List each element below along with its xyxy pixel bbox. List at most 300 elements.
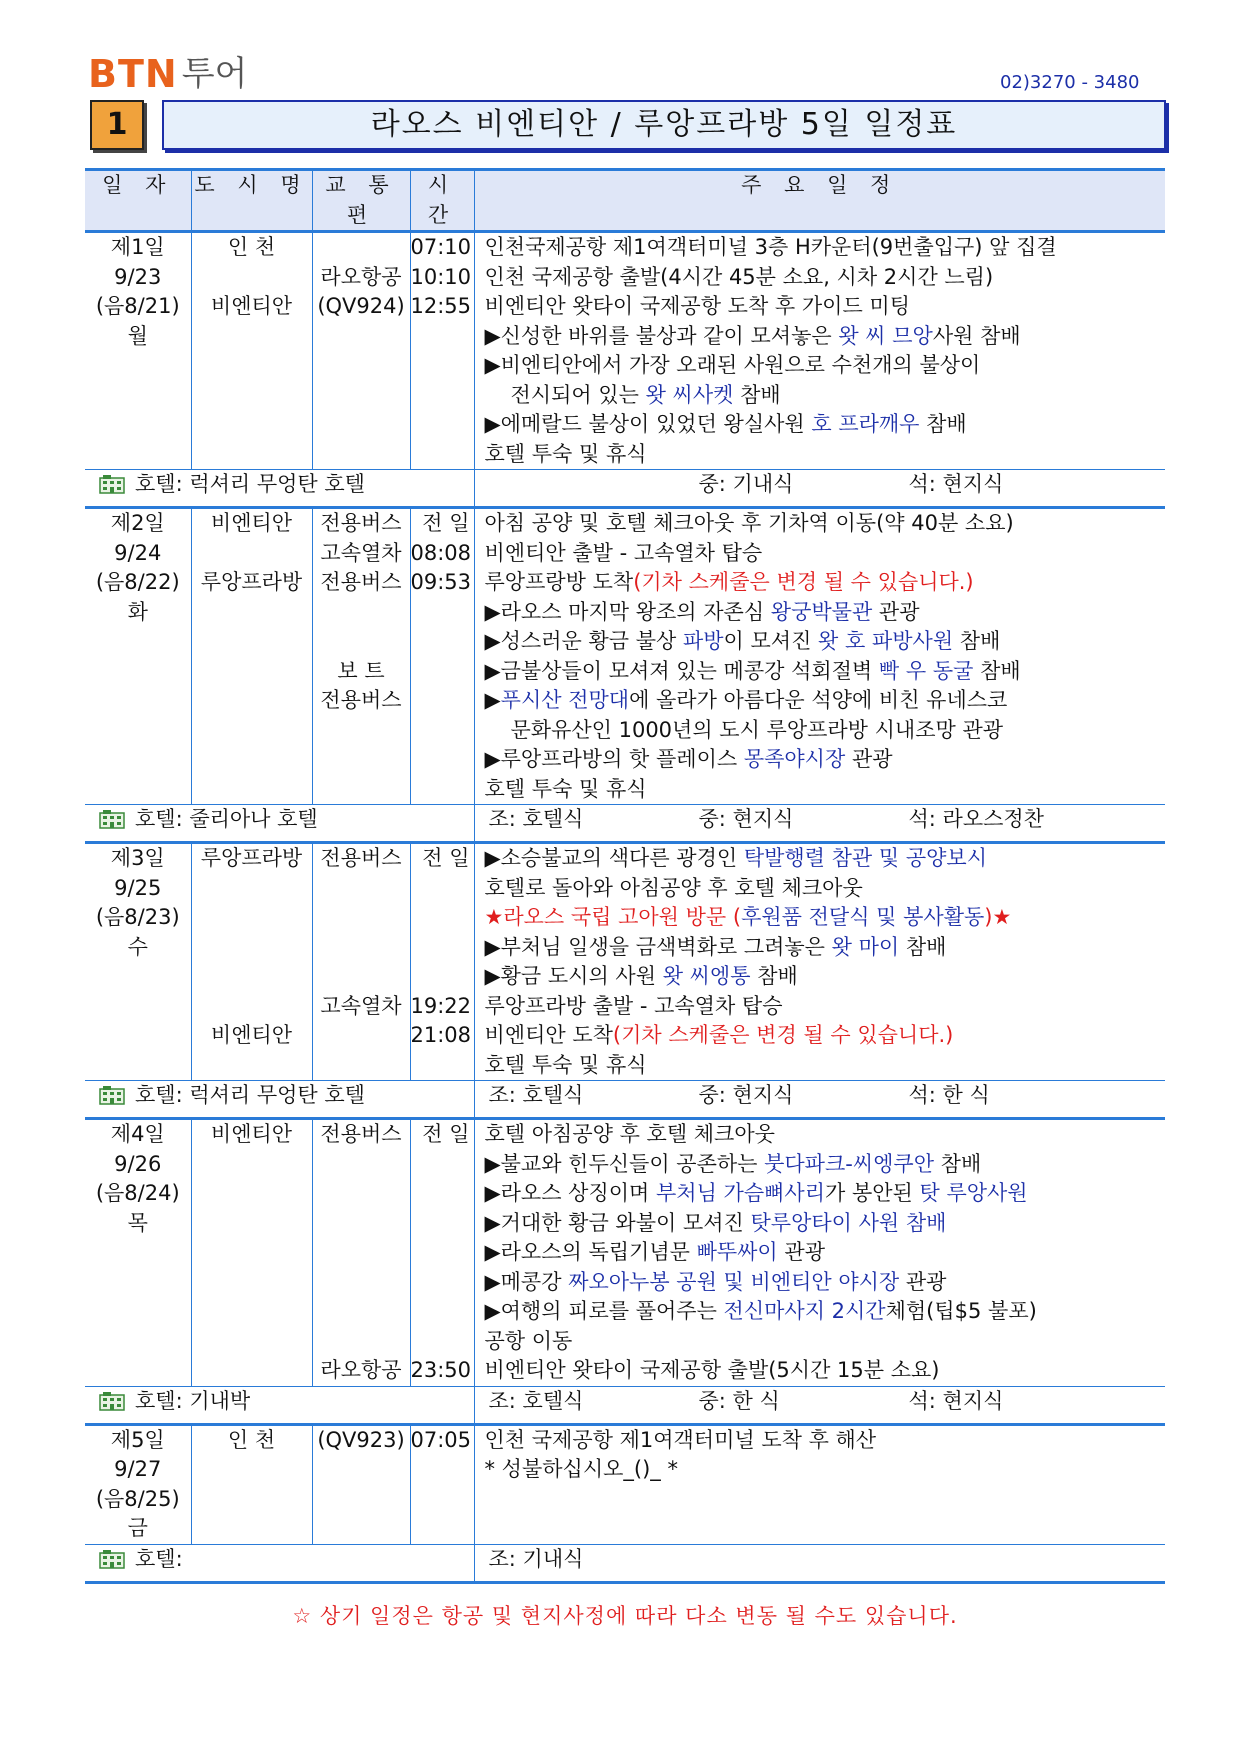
meal-dinner: 석: 한 식	[908, 1083, 990, 1107]
transport-line	[313, 351, 410, 381]
highlight-place: 파방	[682, 629, 724, 653]
transport-line: 전용버스	[320, 570, 402, 594]
brand-logo	[88, 54, 247, 94]
city-line	[192, 933, 312, 963]
city-cell	[191, 1119, 312, 1387]
day-date-line: 제1일	[110, 235, 165, 259]
schedule-text: 공항 이동	[484, 1328, 573, 1353]
time-line	[411, 1297, 470, 1327]
time-line	[411, 598, 470, 628]
page-number-badge: 1	[90, 100, 144, 150]
transport-line	[313, 1179, 410, 1209]
schedule-cell	[474, 508, 1165, 805]
meal-lunch: 중: 현지식	[698, 807, 794, 831]
city-line	[192, 381, 312, 411]
time-line	[411, 410, 470, 440]
schedule-text: 사원 참배	[932, 323, 1021, 348]
schedule-line	[485, 775, 1166, 805]
hotel-building-icon	[99, 1085, 125, 1105]
col-header-city: 도 시 명	[191, 170, 312, 232]
schedule-line	[485, 351, 1166, 381]
schedule-line	[485, 1268, 1166, 1298]
hotel-name: 호텔: 럭셔리 무엉탄 호텔	[135, 472, 365, 496]
city-line	[192, 992, 312, 1022]
schedule-text: ▶라오스의 독립기념문	[484, 1240, 697, 1264]
transport-line: 고속열차	[320, 540, 402, 565]
schedule-line	[485, 1455, 1166, 1485]
schedule-line	[485, 1120, 1166, 1150]
transport-line	[313, 410, 410, 440]
schedule-line	[485, 410, 1166, 440]
transport-line	[313, 1514, 410, 1544]
schedule-text: ▶에메랄드 불상이 있었던 왕실사원	[484, 412, 812, 436]
schedule-line	[485, 1051, 1166, 1081]
schedule-text: 호텔 투숙 및 휴식	[484, 1052, 647, 1077]
time-line	[411, 1209, 470, 1239]
hotel-name: 호텔:	[135, 1546, 183, 1571]
transport-line	[313, 962, 410, 992]
city-cell	[191, 1424, 312, 1544]
time-line	[411, 1268, 470, 1298]
transport-line	[313, 1327, 410, 1357]
time-line	[411, 745, 470, 775]
schedule-text: 비엔티안 왓타이 국제공항 도착 후 가이드 미팅	[484, 294, 910, 318]
transport-line	[313, 440, 410, 470]
hotel-row	[85, 1386, 1165, 1424]
time-line: 21:08	[410, 1023, 472, 1047]
time-line	[411, 933, 470, 963]
city-line	[192, 440, 312, 470]
day-row	[85, 232, 1165, 470]
schedule-text: ▶소승불교의 색다른 광경인	[484, 846, 744, 870]
schedule-line	[485, 233, 1166, 263]
schedule-line	[485, 440, 1166, 470]
city-line	[192, 1179, 312, 1209]
schedule-text: 에 올라가 아름다운 석양에 비친 유네스코	[629, 688, 1008, 712]
schedule-text: 문화유산인 1000년의 도시 루앙프라방 시내조망 관광	[510, 717, 1004, 742]
city-line	[192, 1327, 312, 1357]
time-line	[411, 903, 470, 933]
city-line	[192, 903, 312, 933]
schedule-text: ▶라오스 마지막 왕조의 자존심	[484, 599, 771, 624]
time-line	[411, 1327, 470, 1357]
meals-cell	[474, 1081, 1165, 1119]
transport-line: (QV924)	[317, 294, 405, 318]
schedule-line	[485, 1238, 1166, 1268]
highlight-place: 호 프라깨우	[811, 412, 920, 436]
schedule-line	[485, 322, 1166, 352]
schedule-cell	[474, 1424, 1165, 1544]
transport-line	[313, 1297, 410, 1327]
schedule-text: 인천국제공항 제1여객터미널 3층 H카운터(9번출입구) 앞 집결	[484, 235, 1057, 259]
schedule-text: 호텔 투숙 및 휴식	[484, 776, 647, 801]
day-date-line: 수	[127, 934, 148, 959]
schedule-text: ▶불교와 힌두신들이 공존하는	[484, 1151, 765, 1176]
meals-cell	[474, 470, 1165, 508]
city-line	[192, 874, 312, 904]
city-line	[192, 1356, 312, 1386]
schedule-text: ▶신성한 바위를 불상과 같이 모셔놓은	[484, 323, 839, 348]
hotel-building-icon	[99, 1391, 125, 1411]
schedule-cell	[474, 1119, 1165, 1387]
meal-breakfast: 조: 호텔식	[488, 1388, 584, 1413]
day-row	[85, 1424, 1165, 1544]
highlight-place: 탓루앙타이 사원 참배	[750, 1210, 947, 1235]
day-row	[85, 1119, 1165, 1387]
transport-line	[313, 233, 410, 263]
city-line: 비엔티안	[210, 1122, 293, 1146]
city-line	[192, 263, 312, 293]
transport-line	[313, 903, 410, 933]
city-line: 비엔티안	[210, 511, 293, 535]
transport-line	[313, 933, 410, 963]
transport-line	[313, 874, 410, 904]
city-line	[192, 322, 312, 352]
schedule-line	[485, 716, 1166, 746]
schedule-line	[485, 263, 1166, 293]
transport-cell	[312, 1424, 410, 1544]
city-line	[192, 1051, 312, 1081]
schedule-text: ▶비엔티안에서 가장 오래된 사원으로 수천개의 불상이	[484, 353, 981, 377]
highlight-place: 짜오아누봉 공원 및 비엔티안 야시장	[568, 1269, 900, 1294]
schedule-text: 체험(팁$5 불포)	[885, 1299, 1037, 1323]
transport-line: 전용버스	[320, 1122, 402, 1146]
highlight-place: 후원품 전달식 및 봉사활동	[741, 905, 985, 929]
transport-cell	[312, 508, 410, 805]
transport-line	[313, 775, 410, 805]
highlight-place: 왓 마이	[831, 934, 900, 959]
schedule-cell	[474, 843, 1165, 1081]
hotel-row	[85, 1544, 1165, 1582]
city-line	[192, 1485, 312, 1515]
hotel-building-icon	[99, 809, 125, 829]
city-line	[192, 627, 312, 657]
schedule-line	[485, 844, 1166, 874]
day-date-cell	[85, 843, 191, 1081]
schedule-text: ▶성스러운 황금 불상	[484, 629, 683, 653]
time-line	[411, 1514, 470, 1544]
time-line: 19:22	[410, 993, 472, 1018]
warning-text: )★	[984, 905, 1012, 929]
schedule-text: 인천 국제공항 출발(4시간 45분 소요, 시차 2시간 느림)	[484, 264, 994, 289]
day-date-line: (음8/21)	[95, 294, 180, 318]
transport-line	[313, 745, 410, 775]
transport-line	[313, 381, 410, 411]
time-line: 07:05	[410, 1427, 472, 1452]
hotel-row	[85, 1081, 1165, 1119]
transport-line: 고속열차	[320, 993, 402, 1018]
schedule-line	[485, 903, 1166, 933]
time-cell	[410, 1424, 474, 1544]
highlight-place: 왕궁박물관	[770, 599, 873, 624]
meal-dinner: 석: 현지식	[908, 472, 1004, 496]
city-line	[192, 539, 312, 569]
schedule-line	[485, 992, 1166, 1022]
hotel-name-cell	[85, 1386, 474, 1424]
time-line: 전 일	[422, 1122, 470, 1146]
highlight-place: 부처님 가슴뼈사리	[656, 1181, 825, 1205]
page-title: 라오스 비엔티안 / 루앙프라방 5일 일정표	[162, 100, 1166, 150]
city-line: 비엔티안	[210, 294, 293, 318]
time-line: 12:55	[410, 294, 472, 318]
highlight-place: 몽족야시장	[743, 747, 846, 771]
time-line	[411, 1179, 470, 1209]
schedule-text: ▶루앙프라방의 핫 플레이스	[484, 747, 744, 771]
day-date-line: 월	[127, 323, 148, 348]
time-line	[411, 716, 470, 746]
hotel-building-icon	[99, 474, 125, 494]
schedule-text: 호텔로 돌아와 아침공양 후 호텔 체크아웃	[484, 875, 863, 900]
hotel-name: 호텔: 럭셔리 무엉탄 호텔	[135, 1083, 365, 1107]
day-date-cell	[85, 508, 191, 805]
day-date-line: (음8/24)	[95, 1181, 180, 1205]
hotel-name-cell	[85, 805, 474, 843]
transport-line	[313, 1150, 410, 1180]
city-line	[192, 775, 312, 805]
day-date-line: 9/23	[114, 264, 162, 289]
hotel-name: 호텔: 줄리아나 호텔	[135, 807, 318, 831]
transport-line	[313, 627, 410, 657]
meal-lunch: 중: 기내식	[698, 472, 794, 496]
schedule-line	[485, 1356, 1166, 1386]
schedule-line	[485, 568, 1166, 598]
time-line	[411, 1455, 470, 1485]
schedule-text: 비엔티안 도착	[484, 1023, 613, 1047]
warning-text: ★라오스 국립 고아원 방문 (	[484, 905, 742, 929]
schedule-text: 비엔티안 출발 - 고속열차 탑승	[484, 540, 763, 565]
schedule-cell	[474, 232, 1165, 470]
transport-cell	[312, 232, 410, 470]
transport-line	[313, 1238, 410, 1268]
schedule-line	[485, 598, 1166, 628]
schedule-text: 전시되어 있는	[510, 382, 646, 407]
day-date-line: 제2일	[110, 511, 165, 535]
day-date-line: 제4일	[110, 1122, 165, 1146]
time-line: 10:10	[410, 264, 472, 289]
time-line: 전 일	[422, 846, 470, 870]
schedule-text: 아침 공양 및 호텔 체크아웃 후 기차역 이동(약 40분 소요)	[484, 511, 1014, 535]
meal-dinner: 석: 현지식	[908, 1388, 1004, 1413]
itinerary-table	[85, 168, 1165, 1584]
day-date-cell	[85, 1119, 191, 1387]
schedule-text: 루앙프라방 출발 - 고속열차 탑승	[484, 993, 783, 1018]
highlight-place: 왓 씨사켓	[645, 382, 734, 407]
day-date-line: 9/26	[114, 1151, 162, 1176]
schedule-text: 참배	[919, 412, 967, 436]
schedule-text: 참배	[973, 658, 1021, 683]
time-line: 23:50	[410, 1358, 472, 1382]
schedule-text: 관광	[872, 599, 920, 624]
meal-dinner: 석: 라오스정찬	[908, 807, 1044, 831]
time-line	[411, 322, 470, 352]
time-cell	[410, 508, 474, 805]
city-line	[192, 1238, 312, 1268]
time-cell	[410, 843, 474, 1081]
logo-btn-text: BTN	[88, 52, 178, 96]
col-header-transport: 교 통 편	[312, 170, 410, 232]
meals-cell	[474, 805, 1165, 843]
schedule-text: 비엔티안 왓타이 국제공항 출발(5시간 15분 소요)	[484, 1358, 940, 1382]
schedule-text: ▶황금 도시의 사원	[484, 964, 663, 988]
city-line	[192, 716, 312, 746]
transport-line: 전용버스	[320, 846, 402, 870]
col-header-schedule: 주 요 일 정	[474, 170, 1165, 232]
highlight-place: 왓 씨 므앙	[838, 323, 933, 348]
city-line	[192, 598, 312, 628]
table-header-row	[85, 170, 1165, 232]
day-date-cell	[85, 232, 191, 470]
transport-line: 보 트	[337, 658, 385, 683]
col-header-time: 시 간	[410, 170, 474, 232]
city-line	[192, 1150, 312, 1180]
transport-line: 라오항공	[320, 264, 402, 289]
schedule-line	[485, 874, 1166, 904]
time-line	[411, 440, 470, 470]
transport-line: (QV923)	[317, 1427, 405, 1452]
transport-line	[313, 1268, 410, 1298]
city-line	[192, 962, 312, 992]
city-line: 인 천	[227, 235, 276, 259]
schedule-line	[485, 686, 1166, 716]
transport-line	[313, 598, 410, 628]
col-header-date: 일 자	[85, 170, 191, 232]
schedule-text: 관광	[777, 1240, 825, 1264]
schedule-line	[485, 1485, 1166, 1515]
transport-cell	[312, 1119, 410, 1387]
time-line	[411, 381, 470, 411]
schedule-text: ▶거대한 황금 와불이 모셔진	[484, 1210, 751, 1235]
time-cell	[410, 1119, 474, 1387]
highlight-place: 푸시산 전망대	[500, 688, 630, 712]
highlight-place: 탓 루앙사원	[919, 1181, 1028, 1205]
schedule-line	[485, 509, 1166, 539]
transport-line: 전용버스	[320, 688, 402, 712]
schedule-line	[485, 1327, 1166, 1357]
day-date-line: 화	[127, 599, 148, 624]
city-cell	[191, 508, 312, 805]
meal-breakfast: 조: 호텔식	[488, 1083, 584, 1107]
city-cell	[191, 843, 312, 1081]
transport-cell	[312, 843, 410, 1081]
hotel-name-cell	[85, 470, 474, 508]
schedule-line	[485, 657, 1166, 687]
time-line	[411, 351, 470, 381]
schedule-text: ▶부처님 일생을 금색벽화로 그려놓은	[484, 934, 832, 959]
day-date-line: 9/27	[114, 1457, 162, 1481]
schedule-text: ▶금불상들이 모셔져 있는 메콩강 석회절벽	[484, 658, 879, 683]
time-line	[411, 775, 470, 805]
time-line	[411, 1238, 470, 1268]
schedule-text: 참배	[953, 629, 1001, 653]
time-line	[411, 627, 470, 657]
transport-line	[313, 322, 410, 352]
time-line	[411, 962, 470, 992]
city-line: 루앙프라방	[200, 846, 303, 870]
hotel-row	[85, 470, 1165, 508]
schedule-line	[485, 1179, 1166, 1209]
day-date-line: 목	[127, 1210, 148, 1235]
schedule-text: 참배	[899, 934, 947, 959]
schedule-text: 이 모셔진	[723, 629, 819, 653]
city-line	[192, 410, 312, 440]
time-line	[411, 657, 470, 687]
schedule-text: ▶메콩강	[484, 1269, 569, 1294]
time-line: 08:08	[410, 540, 472, 565]
schedule-line	[485, 933, 1166, 963]
schedule-line	[485, 1209, 1166, 1239]
schedule-line	[485, 1021, 1166, 1051]
schedule-text: ▶	[484, 688, 501, 712]
city-line	[192, 1297, 312, 1327]
time-line	[411, 1051, 470, 1081]
city-line	[192, 351, 312, 381]
highlight-place: 빠뚜싸이	[696, 1240, 778, 1264]
city-line	[192, 745, 312, 775]
schedule-text: 가 봉안된	[824, 1181, 920, 1205]
day-date-line: (음8/23)	[95, 905, 180, 929]
footer-note: ☆ 상기 일정은 항공 및 현지사정에 따라 다소 변동 될 수도 있습니다.	[292, 1604, 958, 1628]
city-line	[192, 1268, 312, 1298]
hotel-name-cell	[85, 1544, 474, 1582]
warning-text: (기차 스케줄은 변경 될 수 있습니다.)	[612, 1023, 954, 1047]
schedule-text: * 성불하십시오_()_ *	[484, 1457, 678, 1481]
meal-lunch: 중: 한 식	[698, 1388, 780, 1413]
transport-line	[313, 1021, 410, 1051]
hotel-building-icon	[99, 1549, 125, 1569]
city-cell	[191, 232, 312, 470]
day-date-line: 제3일	[110, 846, 165, 870]
day-date-line: 금	[127, 1516, 148, 1540]
schedule-line	[485, 627, 1166, 657]
schedule-line	[485, 962, 1166, 992]
schedule-text: 호텔 투숙 및 휴식	[484, 441, 647, 466]
day-date-line: 제5일	[110, 1427, 165, 1452]
schedule-text: 참배	[750, 964, 798, 988]
meals-cell	[474, 1386, 1165, 1424]
time-line: 09:53	[410, 570, 472, 594]
schedule-text: 루앙프랑방 도착	[484, 570, 634, 594]
transport-line	[313, 1209, 410, 1239]
day-date-cell	[85, 1424, 191, 1544]
phone-number: 02)3270 - 3480	[1000, 72, 1140, 93]
meals-cell	[474, 1544, 1165, 1582]
schedule-line	[485, 292, 1166, 322]
schedule-text: ▶여행의 피로를 풀어주는	[484, 1299, 724, 1323]
day-date-line: 9/24	[114, 540, 162, 565]
warning-text: (기차 스케줄은 변경 될 수 있습니다.)	[633, 570, 974, 594]
day-row	[85, 843, 1165, 1081]
city-line	[192, 686, 312, 716]
transport-line: 라오항공	[320, 1358, 402, 1382]
time-line	[411, 686, 470, 716]
city-line	[192, 1209, 312, 1239]
time-line	[411, 874, 470, 904]
highlight-place: 전신마사지 2시간	[723, 1299, 886, 1323]
meal-breakfast: 조: 호텔식	[488, 807, 584, 831]
city-line	[192, 1514, 312, 1544]
highlight-place: 왓 호 파방사원	[818, 629, 954, 653]
city-line: 루앙프라방	[200, 570, 303, 594]
day-date-line: (음8/25)	[95, 1486, 180, 1511]
schedule-text: 호텔 아침공양 후 호텔 체크아웃	[484, 1122, 775, 1146]
schedule-line	[485, 539, 1166, 569]
highlight-place: 붓다파크-씨엥쿠안	[764, 1151, 934, 1176]
schedule-text: 인천 국제공항 제1여객터미널 도착 후 해산	[484, 1427, 877, 1452]
day-row	[85, 508, 1165, 805]
transport-line	[313, 1051, 410, 1081]
schedule-line	[485, 745, 1166, 775]
meal-lunch: 중: 현지식	[698, 1083, 794, 1107]
